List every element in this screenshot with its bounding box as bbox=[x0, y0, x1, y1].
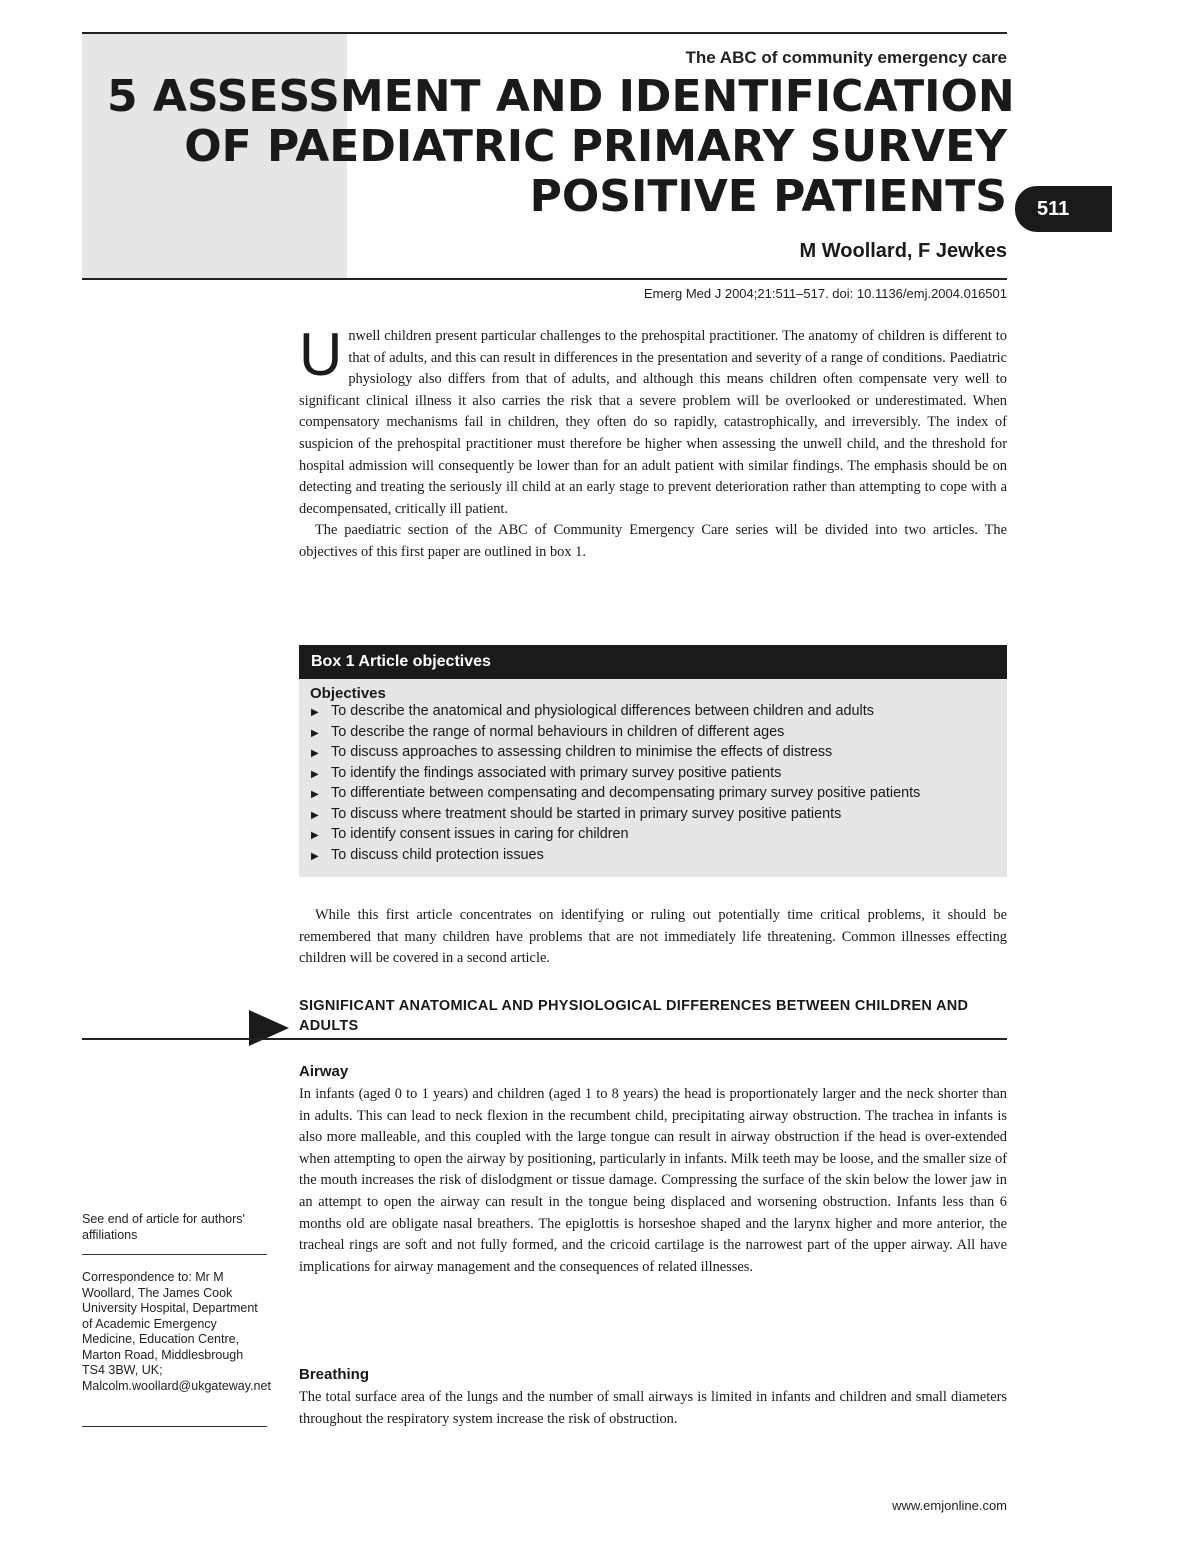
paragraph-after-box: While this first article concentrates on identifying or ruling out potentially time critical problems, it should be remembered that many children have problems that are not immediately life threatening. Common illnesses effecting children will be covered in a second article. bbox=[299, 907, 1007, 967]
sidebar-correspondence: Correspondence to: Mr M Woollard, The James Cook University Hospital, Department of Academic Emergency Medicine, Education Centre, Marton Road, Middlesbrough TS4 3BW, UK; Malcolm.woollard@ukgateway.net bbox=[82, 1270, 271, 1393]
objectives-box bbox=[299, 645, 1007, 877]
bullet-triangle-icon: ▶ bbox=[311, 748, 319, 759]
bullet-triangle-icon: ▶ bbox=[311, 830, 319, 841]
article-title bbox=[107, 71, 1015, 222]
list-item: ▶ To discuss where treatment should be started in primary survey positive patients bbox=[311, 805, 1007, 826]
authors: M Woollard, F Jewkes bbox=[799, 240, 1007, 262]
bullet-triangle-icon: ▶ bbox=[311, 789, 319, 800]
intro-paragraph-1-text: nwell children present particular challenges to the prehospital practitioner. The anatomy of children is different to that of adults, and this can result in differences in the presentation and severity of a range of conditions. Paediatric physiology also differs from that of adults, and although this means children often compensate very well to significant clinical illness it also carries the risk that a severe problem will be overlooked or underestimated. When compensatory mechanisms fail in children, they often do so rapidly, catastrophically, and irreversibly. The index of suspicion of the prehospital practitioner must therefore be higher when assessing the unwell child, and the threshold for hospital admission will consequently be lower than for an adult patient with similar findings. The emphasis should be on detecting and treating the seriously ill child at an early stage to prevent deterioration rather than attempting to cope with a decompensated, critically ill patient. bbox=[299, 328, 1007, 517]
bullet-triangle-icon: ▶ bbox=[311, 809, 319, 821]
breathing-text: The total surface area of the lungs and the number of small airways is limited in infants and children and small diameters throughout the respiratory system increase the risk of obstruction. bbox=[299, 1389, 1007, 1427]
section-rule bbox=[82, 1038, 1007, 1040]
sidebar-rule bbox=[82, 1254, 267, 1255]
header-bottom-rule bbox=[82, 278, 1007, 280]
breathing-heading: Breathing bbox=[299, 1366, 370, 1383]
list-item: ▶ To identify the findings associated with primary survey positive patients bbox=[311, 764, 1007, 785]
airway-heading: Airway bbox=[299, 1063, 349, 1080]
title-line-3: POSITIVE PATIENTS bbox=[529, 171, 1007, 222]
box-title: Box 1 Article objectives bbox=[299, 645, 1007, 679]
title-line-2: OF PAEDIATRIC PRIMARY SURVEY bbox=[184, 121, 1007, 172]
bullet-triangle-icon: ▶ bbox=[311, 850, 319, 862]
intro-paragraph-2: The paediatric section of the ABC of Community Emergency Care series will be divided into two articles. The objectives of this first paper are outlined in box 1. bbox=[299, 522, 1007, 560]
sidebar-affiliations: See end of article for authors' affiliations bbox=[82, 1212, 245, 1242]
list-item: ▶ To discuss child protection issues bbox=[311, 846, 1007, 867]
sidebar-rule bbox=[82, 1426, 267, 1427]
list-item: ▶ To differentiate between compensating and decompensating primary survey positive patients bbox=[311, 784, 1007, 805]
section-heading: SIGNIFICANT ANATOMICAL AND PHYSIOLOGICAL DIFFERENCES BETWEEN CHILDREN AND ADULTS bbox=[299, 998, 969, 1034]
citation: Emerg Med J 2004;21:511–517. doi: 10.1136/emj.2004.016501 bbox=[643, 286, 1007, 301]
airway-text: In infants (aged 0 to 1 years) and children (aged 1 to 8 years) the head is proportionately larger and the neck shorter than in adults. This can lead to neck flexion in the recumbent child, precipitating airway obstruction. The trachea in infants is also more malleable, and this coupled with the large tongue can result in airway obstruction if the head is over-extended when attempting to open the airway by positioning, particularly in infants. Milk teeth may be loose, and the smaller size of the mouth increases the risk of dislodgment or tissue damage. Compressing the surface of the skin below the lower jaw in an attempt to open the airway can result in the tongue being displaced and worsening obstruction. Infants less than 6 months old are obligate nasal breathers. The epiglottis is horseshoe shaped and the larynx higher and more anterior, the tracheal rings are soft and not fully formed, and the cricoid cartilage is the narrowest part of the upper airway. All have implications for airway management and the consequences of related illnesses. bbox=[299, 1086, 1007, 1275]
bullet-triangle-icon: ▶ bbox=[311, 707, 319, 718]
bullet-triangle-icon: ▶ bbox=[311, 727, 319, 739]
intro-section bbox=[299, 321, 1007, 564]
title-line-1: 5 ASSESSMENT AND IDENTIFICATION bbox=[107, 71, 1015, 122]
page-number-tab: 511 bbox=[1015, 186, 1112, 232]
bullet-triangle-icon: ▶ bbox=[311, 768, 319, 780]
list-item: ▶ To identify consent issues in caring for children bbox=[311, 825, 1007, 846]
intro-paragraph-1 bbox=[299, 321, 1007, 520]
section-arrow-icon bbox=[249, 1010, 289, 1046]
objectives-list bbox=[299, 702, 1007, 866]
list-item: ▶ To discuss approaches to assessing children to minimise the effects of distress bbox=[311, 743, 1007, 764]
footer-url: www.emjonline.com bbox=[892, 1498, 1007, 1513]
dropcap: U bbox=[299, 321, 343, 388]
box-subtitle: Objectives bbox=[310, 685, 386, 702]
list-item: ▶ To describe the anatomical and physiological differences between children and adults bbox=[311, 702, 1007, 723]
list-item: ▶ To describe the range of normal behaviours in children of different ages bbox=[311, 723, 1007, 744]
series-title: The ABC of community emergency care bbox=[685, 48, 1007, 67]
